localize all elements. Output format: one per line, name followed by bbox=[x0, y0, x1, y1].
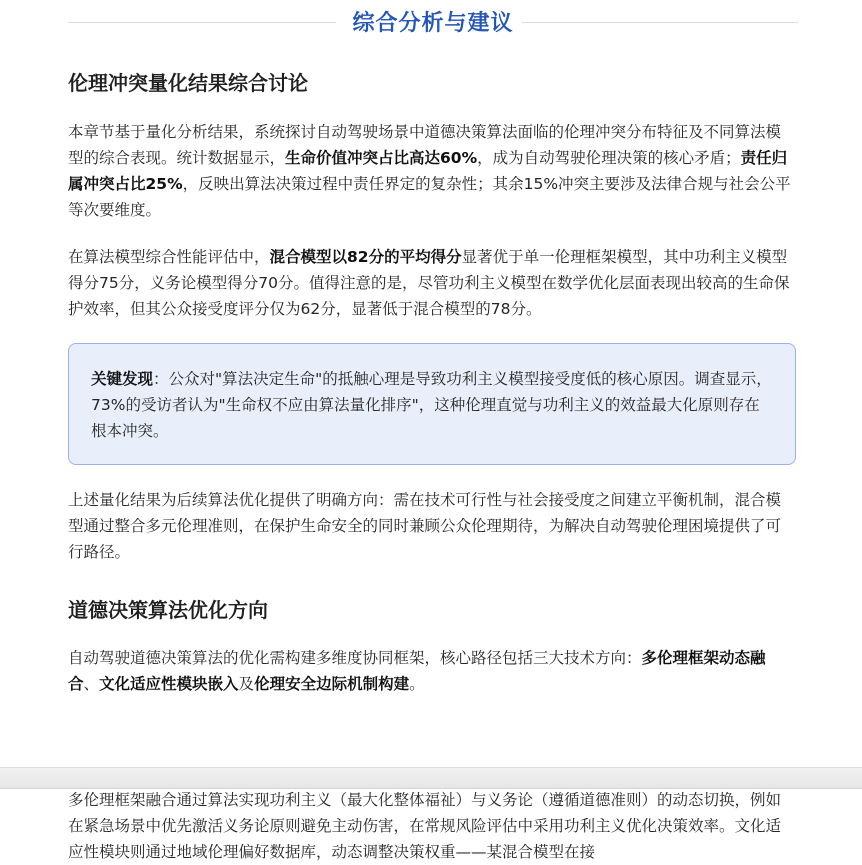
text: 。 bbox=[409, 675, 425, 693]
paragraph-multi-ethics-fusion: 多伦理框架融合通过算法实现功利主义（最大化整体福祉）与义务论（遵循道德准则）的动态切换，例如在紧急场景中优先激活义务论原则避免主动伤害，在常规风险评估中采用功利主义优化决策效率。文化适应性模块则通过地域伦理偏好数据库，动态调整决策权重——某混合模型在接 bbox=[68, 791, 782, 861]
text: 及 bbox=[238, 675, 255, 693]
highlight-responsibility: 责任归属冲突占比25% bbox=[68, 149, 788, 193]
text: 在算法模型综合性能评估中， bbox=[68, 248, 270, 266]
section-title: 综合分析与建议 bbox=[352, 11, 514, 36]
text: ，成为自动驾驶伦理决策的核心矛盾； bbox=[477, 149, 741, 167]
highlight-hybrid-score: 混合模型以82分的平均得分 bbox=[269, 248, 462, 266]
text: 自动驾驶道德决策算法的优化需构建多维度协同框架，核心路径包括三大技术方向： bbox=[68, 649, 642, 667]
callout-text: ：公众对"算法决定生命"的抵触心理是导致功利主义模型接受度低的核心原因。调查显示，73%的受访者认为"生命权不应由算法量化排序"，这种伦理直觉与功利主义的效益最大化原则存在根本冲突。 bbox=[91, 370, 772, 440]
title-divider-right bbox=[522, 22, 798, 23]
text: 、 bbox=[83, 675, 100, 693]
highlight-culture-module: 文化适应性模块嵌入 bbox=[99, 675, 239, 693]
section-title-row bbox=[68, 4, 798, 40]
paragraph-core-paths bbox=[68, 645, 796, 697]
highlight-life-value: 生命价值冲突占比高达60% bbox=[285, 149, 478, 167]
heading-ethics-conflict-discussion: 伦理冲突量化结果综合讨论 bbox=[68, 71, 308, 95]
paragraph-optimization-direction-summary: 上述量化结果为后续算法优化提供了明确方向：需在技术可行性与社会接受度之间建立平衡机制，混合模型通过整合多元伦理准则，在保护生命安全的同时兼顾公众伦理期待，为解决自动驾驶伦理困境提供了可行路径。 bbox=[68, 491, 782, 561]
paragraph-conflict-distribution bbox=[68, 119, 796, 223]
heading-algorithm-optimization: 道德决策算法优化方向 bbox=[68, 598, 268, 622]
text: 显著优于单一伦理框架模型，其中功利主义模型得分75分，义务论模型得分70分。值得注意的是，尽管功利主义模型在数学优化层面表现出较高的生命保护效率，但其公众接受度评分仅为62分，显著低于混合模型的78分。 bbox=[68, 248, 790, 318]
text: ，反映出算法决策过程中责任界定的复杂性；其余15%冲突主要涉及法律合规与社会公平等次要维度。 bbox=[68, 175, 791, 219]
callout-label: 关键发现 bbox=[91, 370, 154, 388]
key-finding-callout bbox=[68, 343, 796, 465]
page-break-separator bbox=[0, 767, 862, 789]
highlight-multi-ethics: 多伦理框架动态融合 bbox=[68, 649, 766, 693]
text: 本章节基于量化分析结果，系统探讨自动驾驶场景中道德决策算法面临的伦理冲突分布特征及不同算法模型的综合表现。统计数据显示， bbox=[68, 123, 782, 167]
highlight-safety-margin: 伦理安全边际机制构建 bbox=[254, 675, 410, 693]
paragraph-model-performance bbox=[68, 244, 796, 322]
